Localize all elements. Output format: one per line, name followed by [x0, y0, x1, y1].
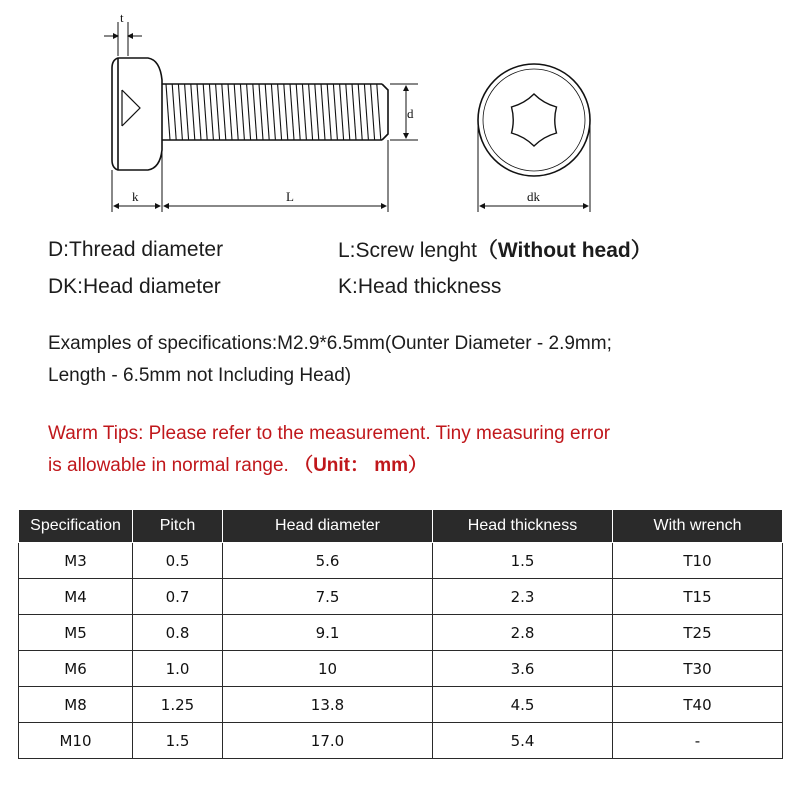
cell-head-diameter: 17.0: [223, 723, 433, 759]
thread-line: [197, 84, 201, 140]
head-outer-circle: [478, 64, 590, 176]
cell-head-thickness: 4.5: [433, 687, 613, 723]
cell-head-diameter: 13.8: [223, 687, 433, 723]
cell-pitch: 0.7: [133, 579, 223, 615]
specification-table: [18, 509, 783, 759]
thread-line: [203, 84, 207, 140]
screw-top-view: [478, 64, 590, 176]
cell-head-diameter: 10: [223, 651, 433, 687]
thread-line: [234, 84, 238, 140]
thread-line: [377, 84, 381, 140]
thread-line: [302, 84, 306, 140]
header-head-diameter: Head diameter: [223, 510, 433, 543]
thread-line: [253, 84, 257, 140]
label-dk: dk: [527, 189, 540, 204]
cell-specification: M3: [19, 543, 133, 579]
thread-line: [271, 84, 275, 140]
thread-line: [185, 84, 189, 140]
legend-thread-diameter: D:Thread diameter: [48, 238, 224, 261]
thread-line: [209, 84, 213, 140]
thread-line: [290, 84, 294, 140]
screw-side-view: [112, 58, 388, 170]
cell-pitch: 1.5: [133, 723, 223, 759]
thread-line: [296, 84, 300, 140]
thread-line: [172, 84, 176, 140]
tips-line-1: Warm Tips: Please refer to the measurement. Tiny measuring error: [48, 423, 611, 444]
cell-pitch: 1.25: [133, 687, 223, 723]
legend-screw-length: [338, 234, 652, 264]
thread-line: [315, 84, 319, 140]
label-t: t: [120, 10, 124, 25]
cell-with-wrench: T40: [613, 687, 783, 723]
thread-line: [352, 84, 356, 140]
cell-specification: M5: [19, 615, 133, 651]
warm-tips: [48, 418, 768, 482]
thread-line: [191, 84, 195, 140]
thread-line: [247, 84, 251, 140]
header-with-wrench: With wrench: [613, 510, 783, 543]
screw-head-outline: [112, 58, 162, 170]
thread-line: [309, 84, 313, 140]
cell-with-wrench: T25: [613, 615, 783, 651]
shank-tip: [382, 84, 388, 140]
thread-line: [240, 84, 244, 140]
tips-unit: （Unit： mm）: [294, 455, 428, 476]
tips-line-2-text: is allowable in normal range.: [48, 455, 289, 476]
legend-head-diameter: DK:Head diameter: [48, 275, 221, 298]
label-l: L: [286, 189, 294, 204]
cell-pitch: 0.8: [133, 615, 223, 651]
cell-specification: M6: [19, 651, 133, 687]
thread-line: [166, 84, 170, 140]
specification-example: [48, 328, 768, 392]
thread-line: [278, 84, 282, 140]
header-specification: Specification: [19, 510, 133, 543]
head-inner-circle: [483, 69, 585, 171]
legend-screw-length-text: L:Screw lenght: [338, 239, 477, 262]
cell-with-wrench: T10: [613, 543, 783, 579]
table-row: [19, 579, 783, 615]
header-head-thickness: Head thickness: [433, 510, 613, 543]
legend-head-thickness: K:Head thickness: [338, 275, 502, 298]
screw-technical-drawing: [0, 0, 800, 230]
cell-head-thickness: 2.8: [433, 615, 613, 651]
cell-with-wrench: T15: [613, 579, 783, 615]
thread-line: [358, 84, 362, 140]
cell-head-thickness: 3.6: [433, 651, 613, 687]
thread-line: [216, 84, 220, 140]
header-pitch: Pitch: [133, 510, 223, 543]
cell-head-diameter: 5.6: [223, 543, 433, 579]
cell-specification: M8: [19, 687, 133, 723]
thread-line: [371, 84, 375, 140]
thread-line: [346, 84, 350, 140]
cell-head-thickness: 5.4: [433, 723, 613, 759]
cell-pitch: 1.0: [133, 651, 223, 687]
cell-head-diameter: 9.1: [223, 615, 433, 651]
dimension-d: [390, 84, 418, 140]
cell-specification: M10: [19, 723, 133, 759]
thread-line: [364, 84, 368, 140]
legend-without-head: （Without head）: [476, 239, 652, 262]
label-k: k: [132, 189, 139, 204]
cell-with-wrench: T30: [613, 651, 783, 687]
dimension-k-l: [112, 140, 388, 212]
tips-line-2: [48, 450, 768, 482]
thread-line: [333, 84, 337, 140]
thread-line: [222, 84, 226, 140]
table-row: [19, 687, 783, 723]
example-line-1: Examples of specifications:M2.9*6.5mm(Ounter Diameter - 2.9mm;: [48, 333, 612, 354]
label-d: d: [407, 106, 414, 121]
thread-line: [284, 84, 288, 140]
cell-pitch: 0.5: [133, 543, 223, 579]
table-row: [19, 651, 783, 687]
torx-recess-side: [122, 90, 140, 126]
dimension-t: [104, 22, 142, 56]
thread-line: [265, 84, 269, 140]
table-row: [19, 543, 783, 579]
cell-head-diameter: 7.5: [223, 579, 433, 615]
table-row: [19, 723, 783, 759]
cell-head-thickness: 1.5: [433, 543, 613, 579]
thread-lines: [166, 84, 381, 140]
cell-specification: M4: [19, 579, 133, 615]
cell-head-thickness: 2.3: [433, 579, 613, 615]
thread-line: [178, 84, 182, 140]
table-row: [19, 615, 783, 651]
example-line-2: Length - 6.5mm not Including Head): [48, 365, 352, 386]
cell-with-wrench: -: [613, 723, 783, 759]
thread-line: [327, 84, 331, 140]
thread-line: [340, 84, 344, 140]
thread-line: [259, 84, 263, 140]
table-header-row: [19, 510, 783, 543]
thread-line: [228, 84, 232, 140]
torx-recess-icon: [512, 94, 557, 146]
thread-line: [321, 84, 325, 140]
